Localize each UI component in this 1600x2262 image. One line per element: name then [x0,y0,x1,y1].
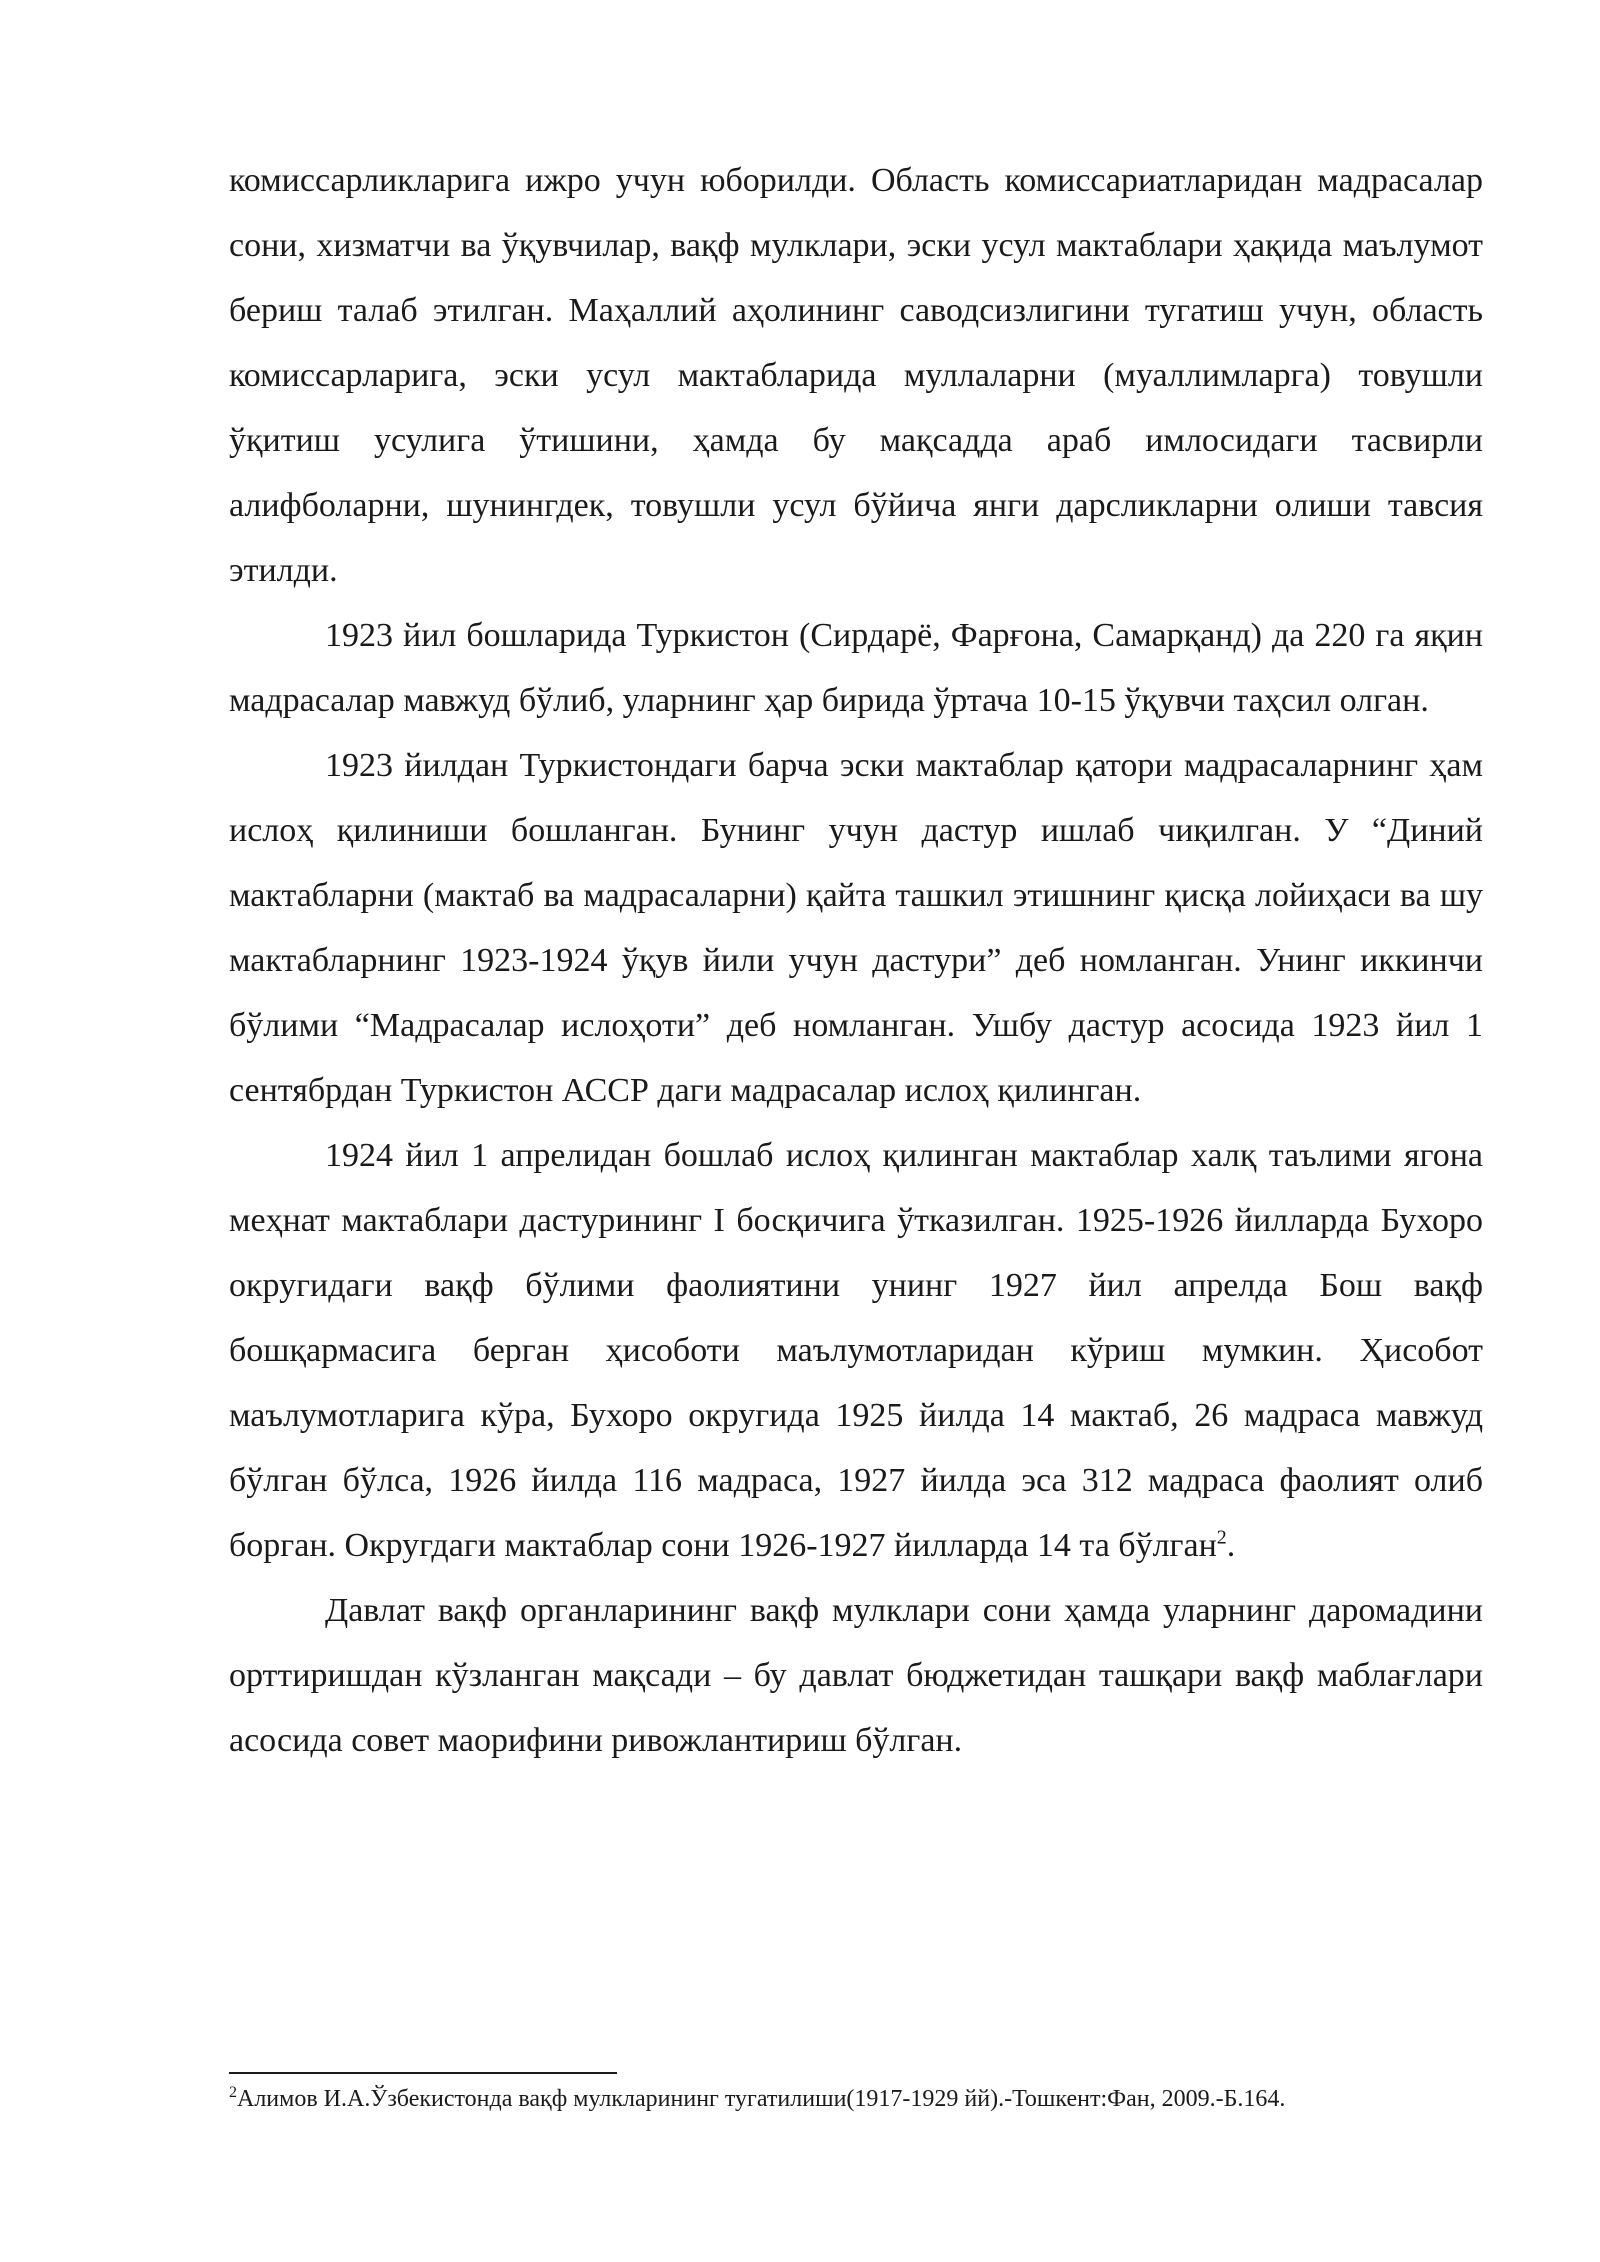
paragraph-5: Давлат вақф органларининг вақф мулклари сони ҳамда уларнинг даромадини орттиришдан кўзланган мақсади – бу давлат бюджетидан ташқари вақф маблағлари асосида совет маорифини ривожлантириш бўлган. [229,1592,1483,1759]
paragraph-2: 1923 йил бошларида Туркистон (Сирдарё, Фарғона, Самарқанд) да 220 га яқин мадрасалар мавжуд бўлиб, уларнинг ҳар бирида ўртача 10-15 ўқувчи таҳсил олган. [229,617,1483,719]
footnote [229,2084,1483,2114]
paragraph-4-text: 1924 йил 1 апрелидан бошлаб ислоҳ қилинган мактаблар халқ таълими ягона меҳнат мактаблари дастурининг I босқичига ўтказилган. 1925-1926 йилларда Бухоро округидаги вақф бўлими фаолиятини унинг 1927 йил апрелда Бош вақф бошқармасига берган ҳисоботи маълумотларидан кўриш мумкин. Ҳисобот маълумотларига кўра, Бухоро округида 1925 йилда 14 мактаб, 26 мадраса мавжуд бўлган бўлса, 1926 йилда 116 мадраса, 1927 йилда эса 312 мадраса фаолият олиб борган. Округдаги мактаблар сони 1926-1927 йилларда 14 та бўлган [229,1137,1483,1564]
document-body [229,148,1483,1773]
footnote-reference[interactable]: 2 [1216,1526,1227,1549]
footnote-marker: 2 [229,2084,237,2101]
footnote-separator [229,2072,617,2074]
paragraph-3: 1923 йилдан Туркистондаги барча эски мактаблар қатори мадрасаларнинг ҳам ислоҳ қилиниши бошланган. Бунинг учун дастур ишлаб чиқилган. У “Диний мактабларни (мактаб ва мадрасаларни) қайта ташкил этишнинг қисқа лойиҳаси ва шу мактабларнинг 1923-1924 ўқув йили учун дастури” деб номланган. Унинг иккинчи бўлими “Мадрасалар ислоҳоти” деб номланган. Ушбу дастур асосида 1923 йил 1 сентябрдан Туркистон АССР даги мадрасалар ислоҳ қилинган. [229,747,1483,1109]
paragraph-4 [229,1123,1483,1578]
footnote-text: Алимов И.А.Ўзбекистонда вақф мулкларининг тугатилиши(1917-1929 йй).-Тошкент:Фан, 2009.-Б.164. [237,2086,1286,2112]
paragraph-1: комиссарликларига ижро учун юборилди. Область комиссариатларидан мадрасалар сони, хизматчи ва ўқувчилар, вақф мулклари, эски усул мактаблари ҳақида маълумот бериш талаб этилган. Маҳаллий аҳолининг саводсизлигини тугатиш учун, область комиссарларига, эски усул мактабларида муллаларни (муаллимларга) товушли ўқитиш усулига ўтишини, ҳамда бу мақсадда араб имлосидаги тасвирли алифболарни, шунингдек, товушли усул бўйича янги дарсликларни олиши тавсия этилди. [229,162,1483,589]
paragraph-4-tail: . [1226,1527,1236,1564]
